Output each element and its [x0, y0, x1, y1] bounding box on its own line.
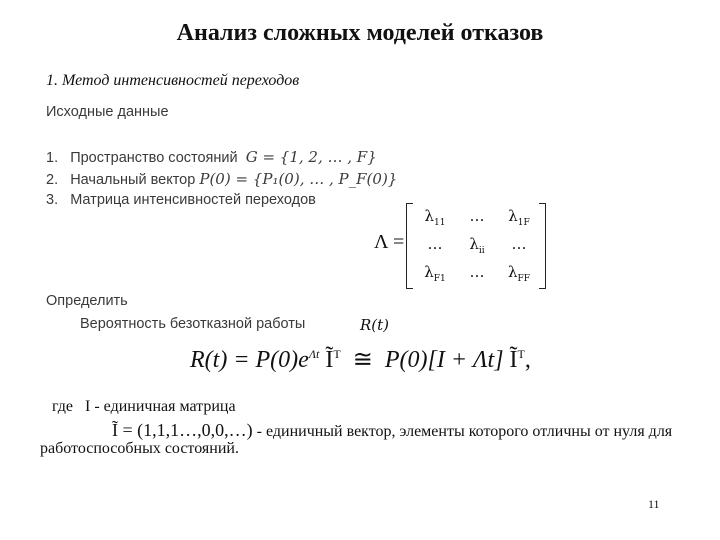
- formula-exponent: Λt: [308, 347, 320, 361]
- method-subtitle: 1. Метод интенсивностей переходов: [46, 72, 300, 89]
- left-bracket: [406, 203, 413, 289]
- unit-vector-description-cont: работоспособных состояний.: [40, 440, 239, 457]
- item-text: Начальный вектор: [70, 172, 196, 188]
- slide-title: Анализ сложных моделей отказов: [176, 20, 544, 46]
- item-number: 2.: [46, 172, 59, 188]
- initial-vector-formula: P(0) = {P₁(0), … , P_F(0)}: [199, 170, 398, 188]
- matrix-cell: $\lambda_{FF}$: [507, 263, 530, 284]
- unit-vector-description: - единичный вектор, элементы которого отличны от нуля для: [256, 423, 673, 440]
- lambda-matrix: [374, 203, 554, 289]
- list-item: [46, 170, 397, 188]
- unit-vector-note: [112, 420, 672, 441]
- list-item: [46, 148, 377, 166]
- where-prefix: где: [52, 398, 74, 415]
- formula-lhs: R(t) = P(0)e: [190, 347, 309, 373]
- transpose-mark: T: [517, 347, 525, 361]
- matrix-cell: $\lambda_{11}$: [424, 207, 446, 228]
- reliability-symbol: R(t): [360, 316, 390, 334]
- matrix-cell: $\lambda_{ii}$: [469, 235, 485, 256]
- formula-approximation: P(0)[I + Λt]: [384, 347, 504, 373]
- transpose-mark: T: [333, 347, 341, 361]
- matrix-cell: $\lambda_{F1}$: [424, 263, 446, 284]
- matrix-lhs: Λ =: [374, 231, 405, 253]
- matrix-cell: …: [427, 235, 443, 253]
- unit-vector-formula: Ĩ = (1,1,1…,0,0,…): [112, 420, 253, 440]
- page-number: 11: [648, 497, 660, 511]
- reliability-formula: [190, 345, 531, 374]
- state-space-formula: G = {1, 2, … , F}: [245, 148, 377, 166]
- matrix-cell: …: [511, 235, 527, 253]
- list-item: [46, 192, 316, 208]
- formula-comma: ,: [524, 347, 531, 373]
- matrix-body: [406, 203, 546, 289]
- approx-sign: ≅: [352, 347, 373, 373]
- identity-matrix-note: [52, 398, 236, 416]
- right-bracket: [539, 203, 546, 289]
- unit-vector-symbol: Ĩ: [325, 347, 334, 373]
- unit-vector-symbol: Ĩ: [509, 347, 518, 373]
- item-number: 1.: [46, 150, 59, 166]
- reliability-label: Вероятность безотказной работы: [80, 316, 306, 332]
- matrix-cell: $\lambda_{1F}$: [508, 207, 530, 228]
- identity-symbol: I: [85, 398, 91, 415]
- matrix-cell: …: [469, 263, 485, 281]
- determine-label: Определить: [46, 293, 128, 309]
- identity-description: - единичная матрица: [94, 398, 236, 415]
- item-number: 3.: [46, 192, 59, 208]
- matrix-cell: …: [469, 207, 485, 225]
- item-text: Матрица интенсивностей переходов: [70, 192, 316, 208]
- source-data-heading: Исходные данные: [46, 104, 169, 120]
- item-text: Пространство состояний: [70, 150, 238, 166]
